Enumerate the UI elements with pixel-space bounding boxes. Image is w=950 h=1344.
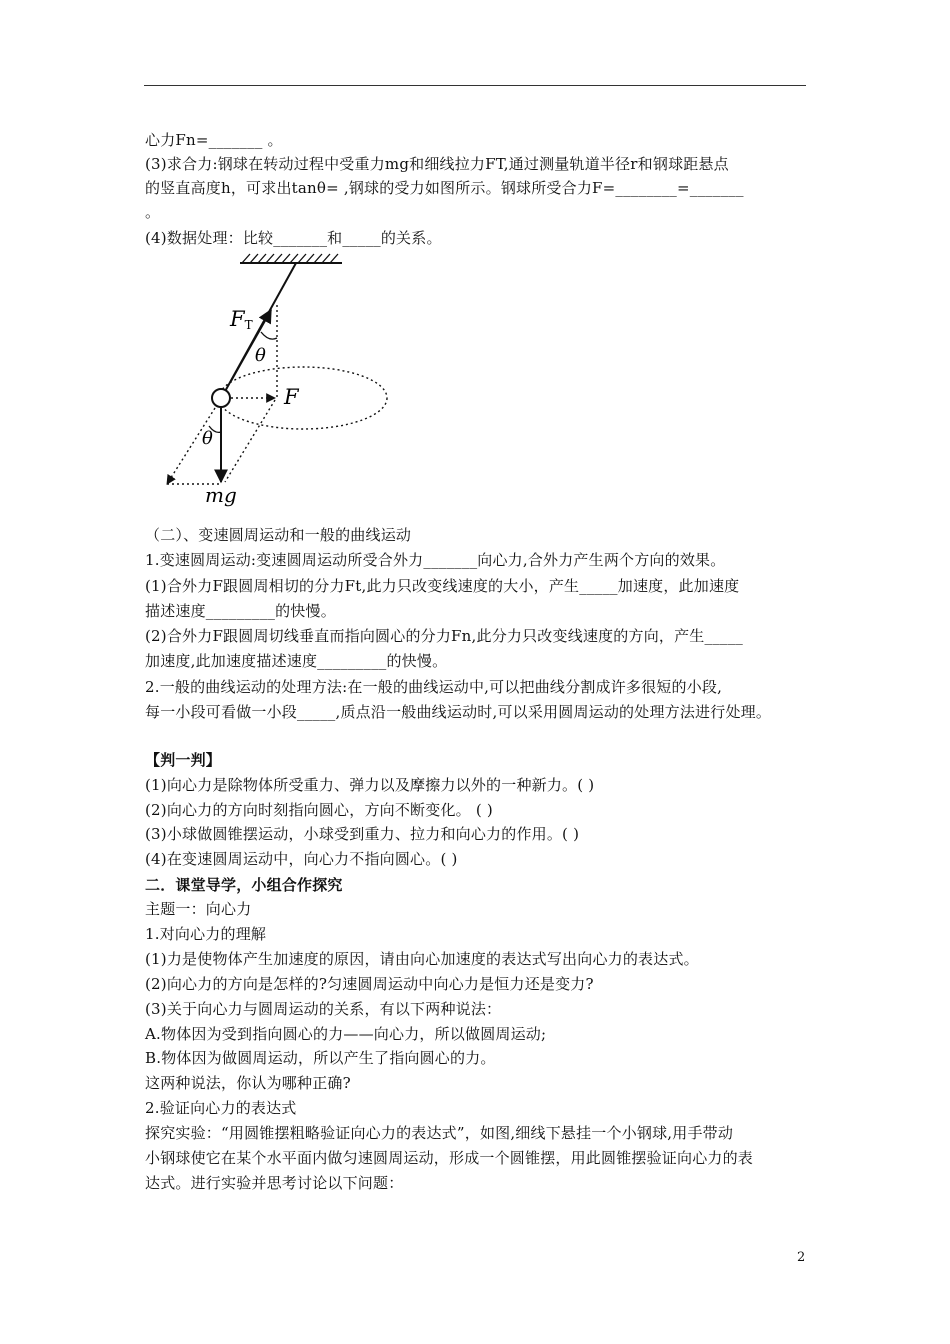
judge-item: (1)向心力是除物体所受重力、弹力以及摩擦力以外的一种新力。( ) bbox=[145, 776, 595, 794]
text-line: 2.一般的曲线运动的处理方法:在一般的曲线运动中,可以把曲线分割成许多很短的小段, bbox=[145, 678, 723, 696]
text-line: (3)求合力:钢球在转动过程中受重力mg和细线拉力FT,通过测量轨道半径r和钢球距悬点 bbox=[145, 155, 729, 173]
judge-item: (3)小球做圆锥摆运动，小球受到重力、拉力和向心力的作用。( ) bbox=[145, 825, 580, 843]
label-theta-bottom: θ bbox=[202, 428, 213, 449]
orbit-ellipse bbox=[219, 367, 387, 429]
section-heading: 【判一判】 bbox=[145, 751, 222, 769]
judge-item: (2)向心力的方向时刻指向圆心，方向不断变化。 ( ) bbox=[145, 801, 493, 819]
text-line: 1.变速圆周运动:变速圆周运动所受合外力_______向心力,合外力产生两个方向的效果。 bbox=[145, 551, 726, 569]
ceiling-hatch bbox=[242, 254, 338, 263]
header-rule bbox=[144, 85, 806, 86]
text-line: B.物体因为做圆周运动，所以产生了指向圆心的力。 bbox=[145, 1049, 496, 1067]
text-line: 每一小段可看做一小段_____,质点沿一般曲线运动时,可以采用圆周运动的处理方法进行处理。 bbox=[145, 703, 772, 721]
subsection-heading: 主题一：向心力 bbox=[145, 900, 252, 918]
label-ft: FT bbox=[230, 307, 253, 332]
text-line: A.物体因为受到指向圆心的力——向心力，所以做圆周运动; bbox=[145, 1025, 547, 1043]
text-line: (3)关于向心力与圆周运动的关系，有以下两种说法： bbox=[145, 1000, 502, 1018]
text-line: 心力Fn=_______ 。 bbox=[145, 131, 283, 149]
text-line: (2)向心力的方向是怎样的?匀速圆周运动中向心力是恒力还是变力? bbox=[145, 975, 594, 993]
conical-pendulum-figure bbox=[145, 250, 405, 510]
text-line: 加速度,此加速度描述速度_________的快慢。 bbox=[145, 652, 448, 670]
text-line: 1.对向心力的理解 bbox=[145, 925, 267, 943]
page-number: 2 bbox=[797, 1250, 806, 1265]
steel-ball bbox=[212, 389, 230, 407]
section-heading: （二）、变速圆周运动和一般的曲线运动 bbox=[145, 526, 412, 544]
label-mg: mg bbox=[205, 483, 237, 507]
text-line: 2.验证向心力的表达式 bbox=[145, 1099, 297, 1117]
text-line: 这两种说法，你认为哪种正确? bbox=[145, 1074, 351, 1092]
text-line: 描述速度_________的快慢。 bbox=[145, 602, 336, 620]
text-line: 小钢球使它在某个水平面内做匀速圆周运动，形成一个圆锥摆，用此圆锥摆验证向心力的表 bbox=[145, 1149, 754, 1167]
parallelogram-edge bbox=[225, 400, 275, 482]
text-line: (1)力是使物体产生加速度的原因，请由向心加速度的表达式写出向心力的表达式。 bbox=[145, 950, 699, 968]
text-line: (2)合外力F跟圆周切线垂直而指向圆心的分力Fn,此分力只改变线速度的方向，产生_____ bbox=[145, 627, 743, 645]
text-line: 探究实验：“用圆锥摆粗略验证向心力的表达式”，如图,细线下悬挂一个小钢球,用手带动 bbox=[145, 1124, 734, 1142]
label-theta-top: θ bbox=[255, 345, 266, 366]
text-line: 达式。进行实验并思考讨论以下问题： bbox=[145, 1174, 404, 1192]
text-line: 的竖直高度h，可求出tanθ= ,钢球的受力如图所示。钢球所受合力F=________=_______ bbox=[145, 179, 744, 197]
section-heading: 二．课堂导学，小组合作探究 bbox=[145, 876, 343, 894]
theta-arc-top bbox=[261, 332, 277, 339]
label-f: F bbox=[284, 385, 299, 409]
text-line: (1)合外力F跟圆周相切的分力Ft,此力只改变线速度的大小，产生_____加速度，此加速度 bbox=[145, 577, 740, 595]
text-line: (4)数据处理：比较_______和_____的关系。 bbox=[145, 229, 442, 247]
text-line: 。 bbox=[145, 203, 161, 221]
judge-item: (4)在变速圆周运动中，向心力不指向圆心。( ) bbox=[145, 850, 458, 868]
